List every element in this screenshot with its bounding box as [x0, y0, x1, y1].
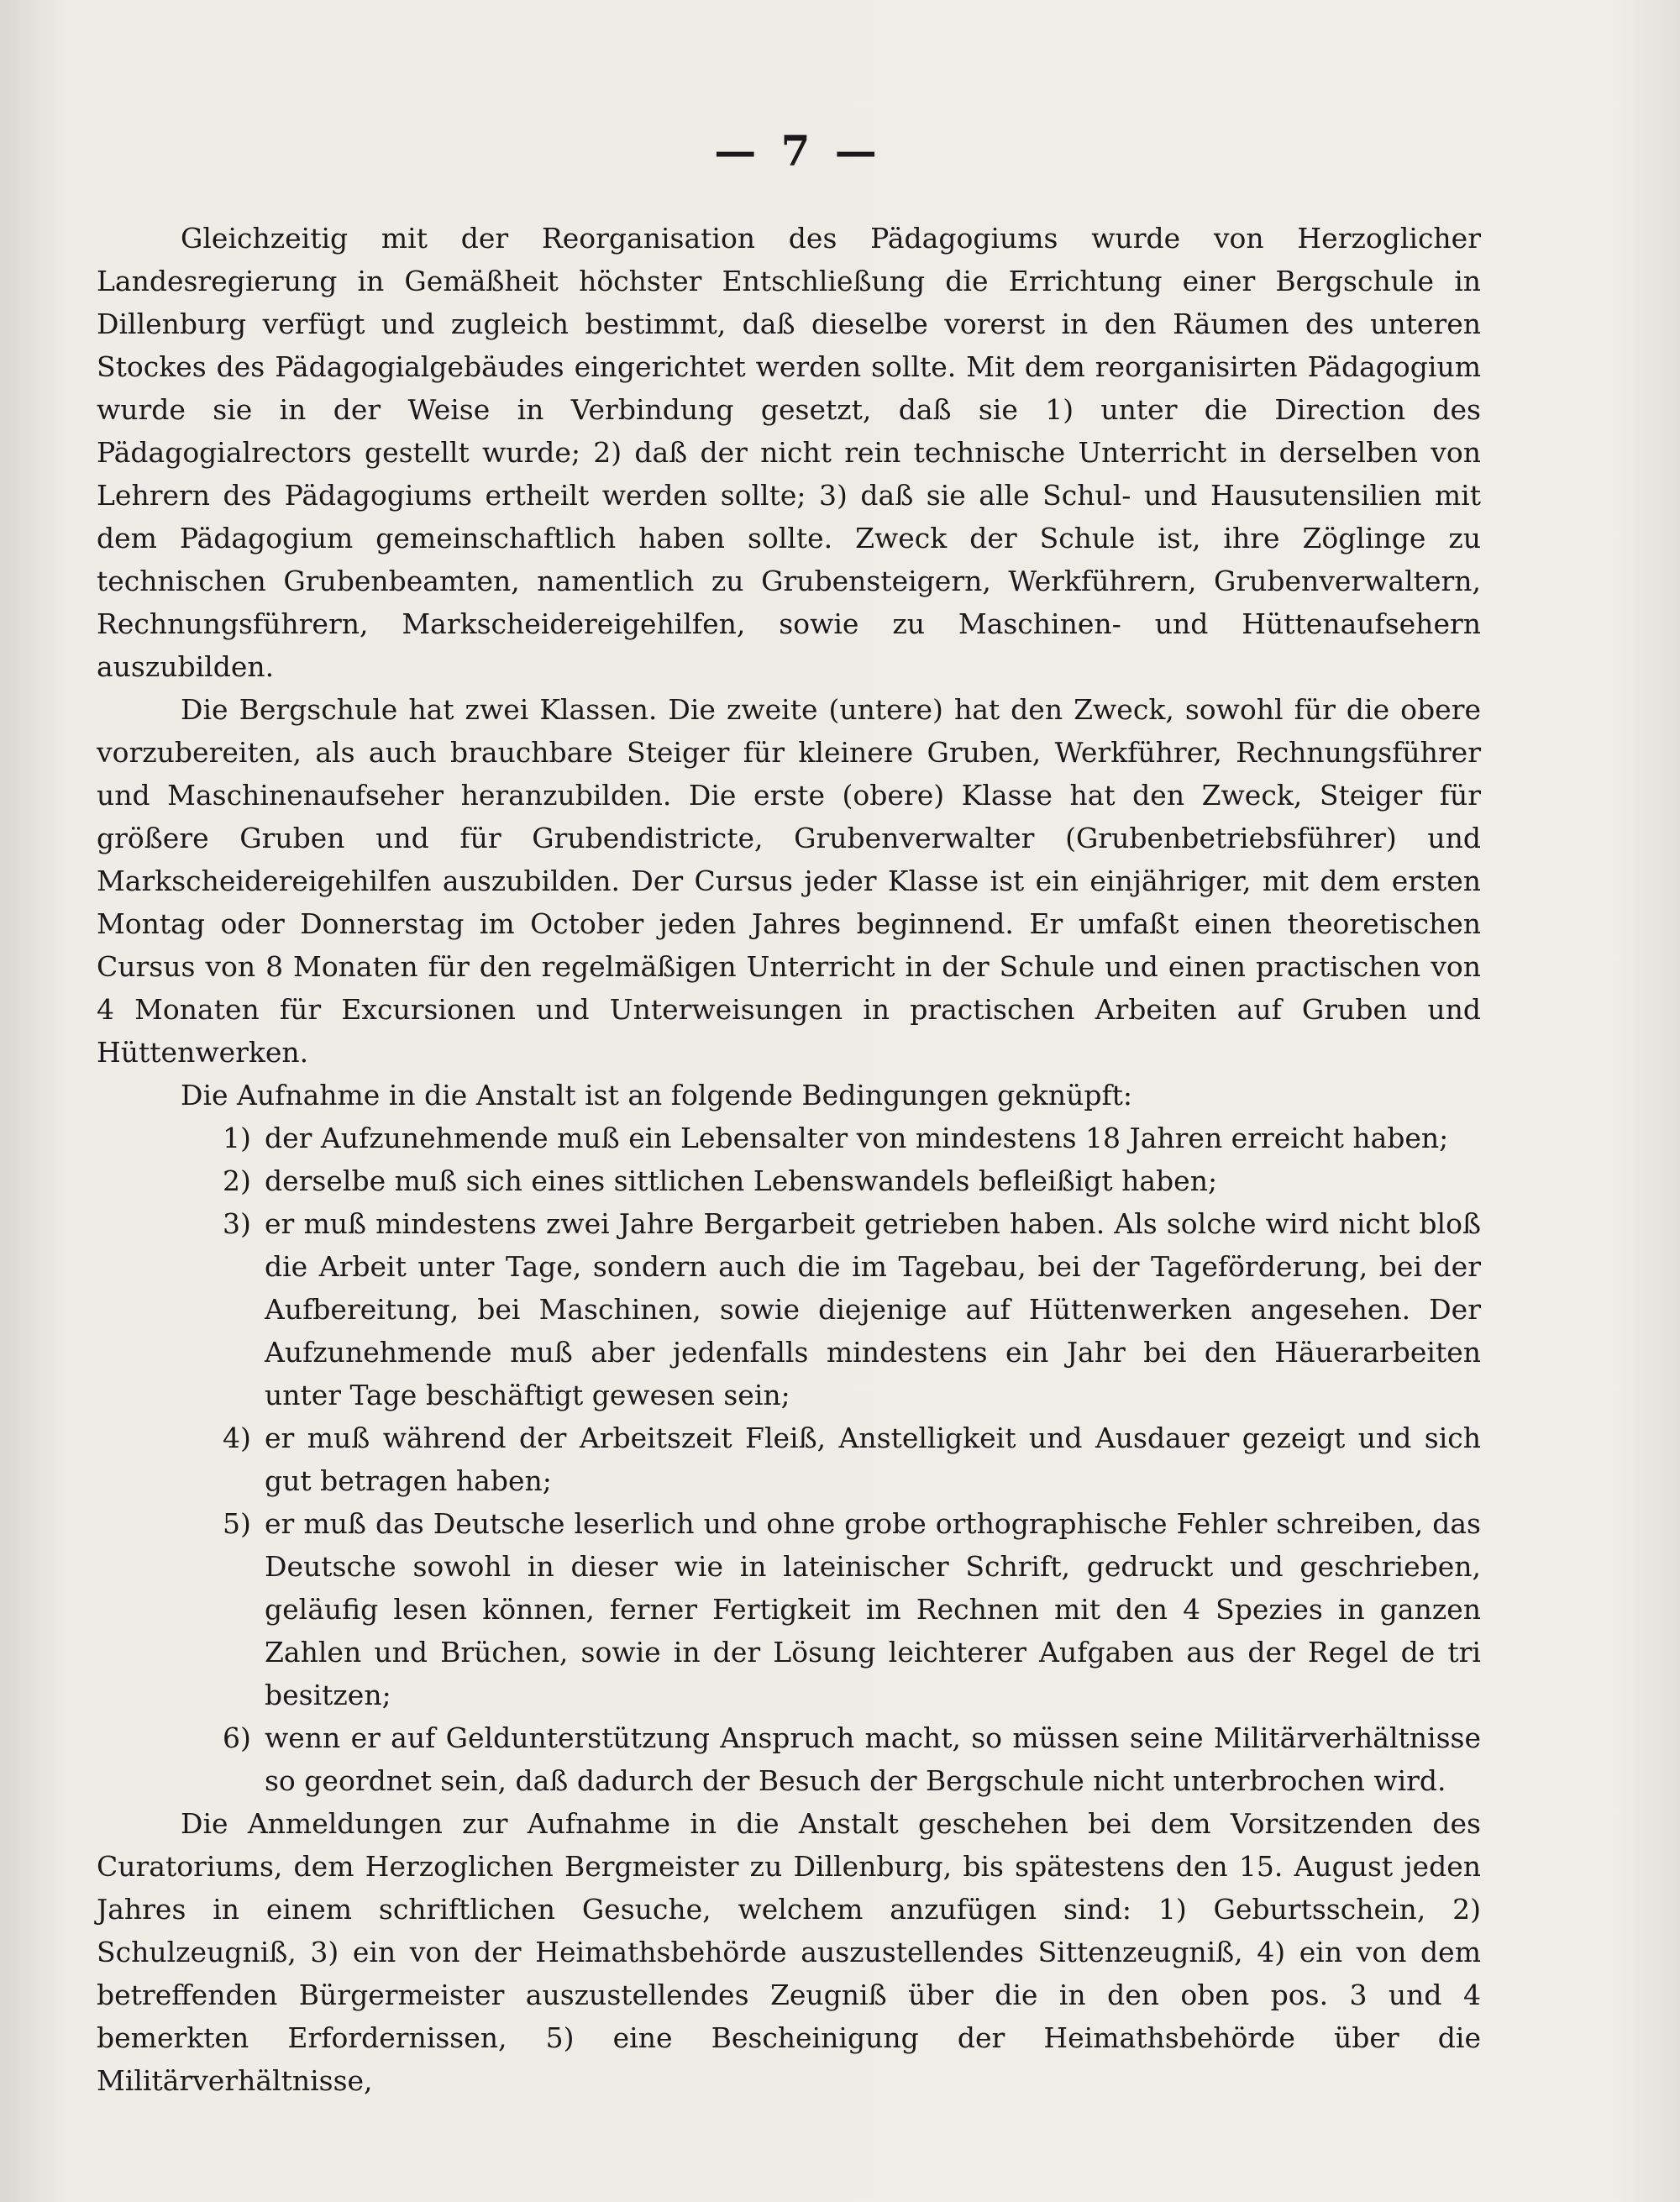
- page-number: — 7 —: [714, 126, 882, 176]
- condition-text: er muß während der Arbeitszeit Fleiß, Anstelligkeit und Ausdauer gezeigt und sich gut betragen haben;: [265, 1422, 1481, 1497]
- condition-item: [97, 1202, 1481, 1416]
- paragraph-conditions-intro: Die Aufnahme in die Anstalt ist an folgende Bedingungen geknüpft:: [181, 1079, 1133, 1112]
- condition-number: 5): [223, 1507, 251, 1540]
- condition-number: 4): [223, 1422, 251, 1454]
- condition-text: er muß das Deutsche leserlich und ohne grobe orthographische Fehler schreiben, das Deutsche sowohl in dieser wie in lateinischer Schrift, gedruckt und geschrieben, geläufig lesen können, ferner Fertigkeit im Rechnen mit den 4 Spezies in ganzen Zahlen und Brüchen, sowie in der Lösung leichterer Aufgaben aus der Regel de tri besitzen;: [265, 1507, 1481, 1711]
- condition-number: 6): [223, 1721, 251, 1754]
- condition-text: wenn er auf Geldunterstützung Anspruch macht, so müssen seine Militärverhältnisse so geordnet sein, daß dadurch der Besuch der Bergschule nicht unterbrochen wird.: [265, 1721, 1481, 1797]
- condition-number: 3): [223, 1207, 251, 1240]
- condition-item: [97, 1416, 1481, 1502]
- condition-text: derselbe muß sich eines sittlichen Lebenswandels befleißigt haben;: [265, 1164, 1218, 1197]
- conditions-list: [97, 1117, 1481, 1802]
- paragraph-registration: Die Anmeldungen zur Aufnahme in die Anstalt geschehen bei dem Vorsitzenden des Curatoriums, dem Herzoglichen Bergmeister zu Dillenburg, bis spätestens den 15. August jeden Jahres in einem schriftlichen Gesuche, welchem anzufügen sind: 1) Geburtsschein, 2) Schulzeugniß, 3) ein von der Heimathsbehörde auszustellendes Sittenzeugniß, 4) ein von dem betreffenden Bürgermeister auszustellendes Zeugniß über die in den oben pos. 3 und 4 bemerkten Erfordernissen, 5) eine Bescheinigung der Heimathsbehörde über die Militärverhältnisse,: [97, 1807, 1481, 2097]
- condition-text: er muß mindestens zwei Jahre Bergarbeit getrieben haben. Als solche wird nicht bloß die Arbeit unter Tage, sondern auch die im Tagebau, bei der Tageförderung, bei der Aufbereitung, bei Maschinen, sowie diejenige auf Hüttenwerken angesehen. Der Aufzunehmende muß aber jedenfalls mindestens ein Jahr bei den Häuerarbeiten unter Tage beschäftigt gewesen sein;: [265, 1207, 1481, 1411]
- condition-number: 2): [223, 1164, 251, 1197]
- condition-number: 1): [223, 1122, 251, 1154]
- paragraph-classes: Die Bergschule hat zwei Klassen. Die zweite (untere) hat den Zweck, sowohl für die obere vorzubereiten, als auch brauchbare Steiger für kleinere Gruben, Werkführer, Rechnungsführer und Maschinenaufseher heranzubilden. Die erste (obere) Klasse hat den Zweck, Steiger für größere Gruben und für Grubendistricte, Grubenverwalter (Grubenbetriebsführer) und Markscheidereigehilfen auszubilden. Der Cursus jeder Klasse ist ein einjähriger, mit dem ersten Montag oder Donnerstag im October jeden Jahres beginnend. Er umfaßt einen theoretischen Cursus von 8 Monaten für den regelmäßigen Unterricht in der Schule und einen practischen von 4 Monaten für Excursionen und Unterweisungen in practischen Arbeiten auf Gruben und Hüttenwerken.: [97, 693, 1481, 1069]
- paragraph-founding: Gleichzeitig mit der Reorganisation des Pädagogiums wurde von Herzoglicher Landesregierung in Gemäßheit höchster Entschließung die Errichtung einer Bergschule in Dillenburg verfügt und zugleich bestimmt, daß dieselbe vorerst in den Räumen des unteren Stockes des Pädagogialgebäudes eingerichtet werden sollte. Mit dem reorganisirten Pädagogium wurde sie in der Weise in Verbindung gesetzt, daß sie 1) unter die Direction des Pädagogialrectors gestellt wurde; 2) daß der nicht rein technische Unterricht in derselben von Lehrern des Pädagogiums ertheilt werden sollte; 3) daß sie alle Schul- und Hausutensilien mit dem Pädagogium gemeinschaftlich haben sollte. Zweck der Schule ist, ihre Zöglinge zu technischen Grubenbeamten, namentlich zu Grubensteigern, Werkführern, Grubenverwaltern, Rechnungsführern, Markscheidereigehilfen, sowie zu Maschinen- und Hüttenaufsehern auszubilden.: [97, 222, 1481, 683]
- body-text: [97, 217, 1481, 2102]
- condition-item: [97, 1716, 1481, 1802]
- condition-item: [97, 1117, 1481, 1159]
- condition-item: [97, 1502, 1481, 1716]
- condition-text: der Aufzunehmende muß ein Lebensalter von mindestens 18 Jahren erreicht haben;: [265, 1122, 1449, 1154]
- condition-item: [97, 1159, 1481, 1202]
